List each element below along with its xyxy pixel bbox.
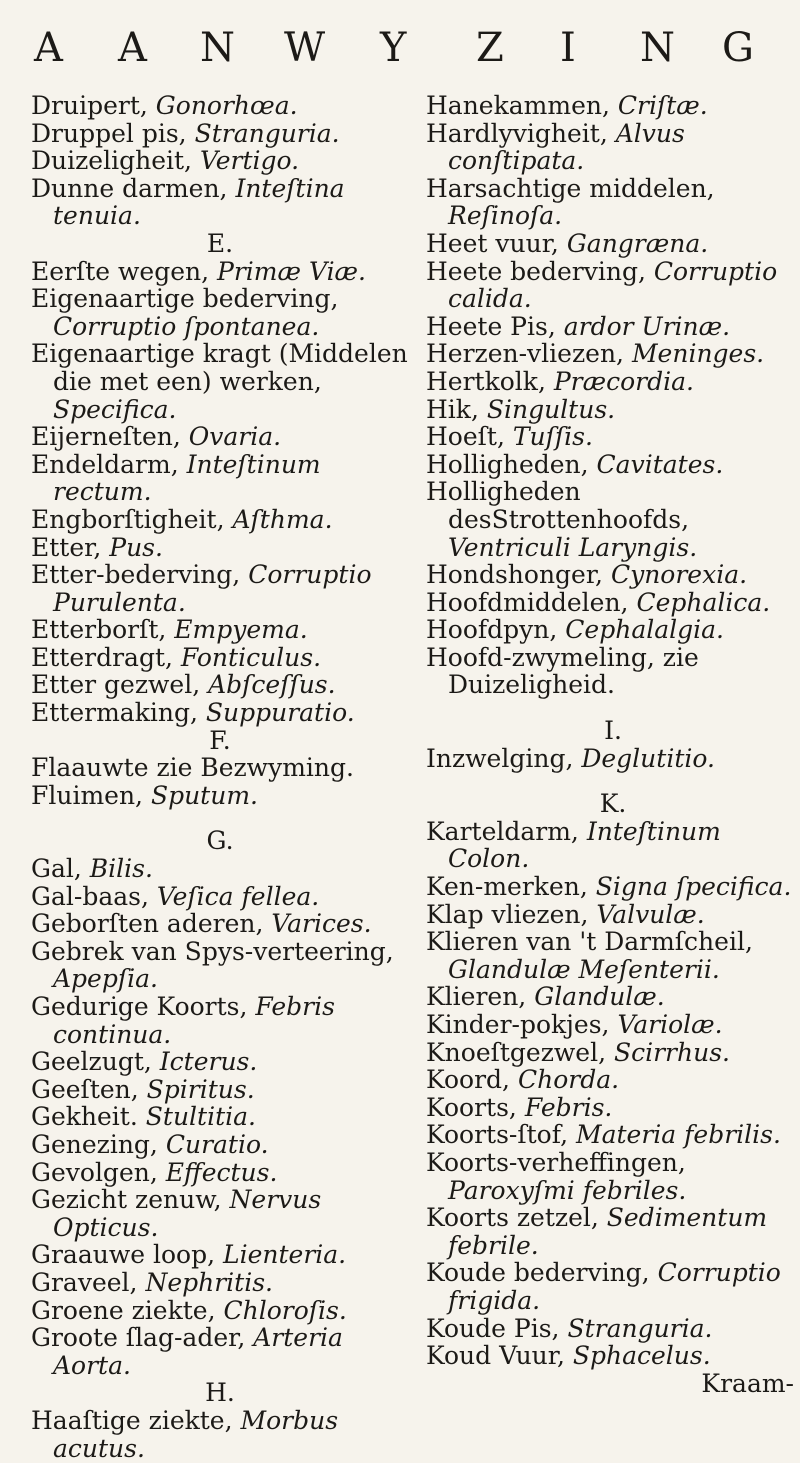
index-entry [426, 340, 800, 368]
latin-term: ardor Urinæ. [563, 311, 731, 341]
latin-term: Febris continua. [53, 992, 335, 1049]
index-entry [31, 1241, 409, 1269]
index-entry [31, 993, 409, 1048]
dutch-term: Hik, [426, 394, 479, 424]
index-entry [426, 589, 800, 617]
index-entry [426, 1094, 800, 1122]
latin-term: Chorda. [517, 1065, 620, 1095]
latin-term: Gangræna. [566, 228, 709, 258]
index-entry [426, 1259, 800, 1314]
latin-term: Morbus acutus. [53, 1405, 339, 1463]
dutch-term: Ettermaking, [31, 698, 198, 728]
dutch-term: Koud Vuur, [426, 1341, 565, 1371]
index-entry [426, 175, 800, 230]
latin-term: Cephalica. [636, 587, 771, 617]
index-entry [426, 1204, 800, 1259]
dutch-term: Klap vliezen, [426, 899, 589, 929]
dutch-term: Hanekammen, [426, 91, 610, 120]
latin-term: Inteſtina tenuia. [53, 173, 345, 231]
latin-term: Stultitia. [145, 1102, 256, 1132]
latin-term: Chloroſis. [223, 1295, 347, 1325]
latin-term: Abſceſſus. [208, 670, 336, 700]
dutch-term: Koorts-verheffingen, [426, 1147, 686, 1177]
latin-term: Empyema. [174, 615, 308, 645]
index-entry [426, 1315, 800, 1343]
running-header [0, 0, 800, 80]
index-entry [426, 258, 800, 313]
dutch-term: Etter gezwel, [31, 670, 201, 700]
dutch-term: Koude Pis, [426, 1313, 560, 1343]
dutch-term: Graveel, [31, 1267, 138, 1297]
index-entry [31, 561, 409, 616]
dutch-term: Engborſtigheit, [31, 504, 225, 534]
latin-term: Materia febrilis. [576, 1120, 781, 1150]
dutch-term: Etter-bederving, [31, 560, 241, 590]
dutch-term: Hardlyvigheit, [426, 118, 608, 148]
latin-term: Primæ Viæ. [217, 256, 367, 286]
index-entry [426, 983, 800, 1011]
index-entry [31, 258, 409, 286]
latin-term: Tuſſis. [512, 422, 593, 452]
dutch-term: Koord, [426, 1065, 511, 1095]
latin-term: Singultus. [486, 394, 616, 424]
dutch-term: Druipert, [31, 91, 148, 120]
dutch-term: Hoeſt, [426, 422, 505, 452]
latin-term: Meninges. [631, 339, 765, 369]
dutch-term: Gebrek van Spys-verteering, [31, 936, 394, 966]
index-entry [31, 938, 409, 993]
dutch-term: Koorts, [426, 1092, 517, 1122]
index-entry [31, 147, 409, 175]
index-entry [31, 1131, 409, 1159]
index-entry [31, 1159, 409, 1187]
latin-term: Criſtæ. [617, 91, 708, 120]
dutch-term: Hertkolk, [426, 366, 546, 396]
dutch-term: Gal, [31, 854, 82, 884]
index-column-right [426, 92, 800, 1397]
dutch-term: Hoofd-zwymeling, zie Duizeligheid. [426, 642, 699, 700]
index-entry [31, 671, 409, 699]
latin-term: Apepſia. [53, 964, 158, 994]
latin-term: Præcordia. [553, 366, 694, 396]
latin-term: Nervus Opticus. [53, 1185, 322, 1242]
dutch-term: Graauwe loop, [31, 1240, 216, 1270]
header-letter: I [560, 25, 576, 71]
section-letter: E. [206, 228, 234, 258]
header-letter: Z [476, 25, 504, 71]
index-entry [31, 175, 409, 230]
latin-term: Curatio. [165, 1129, 269, 1159]
latin-term: Inteſtinum rectum. [53, 449, 321, 507]
latin-term: Arteria Aorta. [53, 1323, 343, 1380]
spacer [31, 809, 409, 827]
dutch-term: Herzen-vliezen, [426, 339, 624, 369]
index-entry [426, 313, 800, 341]
index-entry [31, 1407, 409, 1462]
dutch-term: Holligheden desStrottenhoofds, [426, 477, 690, 534]
header-letter: A [118, 25, 147, 71]
dutch-term: Flaauwte zie Bezwyming. [31, 753, 354, 783]
index-entry [31, 1076, 409, 1104]
latin-term: Aſthma. [232, 504, 333, 534]
index-entry [426, 901, 800, 929]
latin-term: Febris. [524, 1092, 613, 1122]
index-entry [31, 644, 409, 672]
latin-term: Scirrhus. [613, 1037, 730, 1067]
dutch-term: Knoeſtgezwel, [426, 1037, 607, 1067]
latin-term: Deglutitio. [581, 743, 715, 773]
header-letter: Y [380, 25, 407, 71]
dutch-term: Groene ziekte, [31, 1295, 216, 1325]
index-entry [426, 1039, 800, 1067]
index-entry [426, 745, 800, 773]
header-letter: N [640, 25, 675, 71]
latin-term: Ovaria. [188, 422, 282, 452]
dutch-term: Holligheden, [426, 449, 589, 479]
dutch-term: Heete bederving, [426, 256, 646, 286]
dutch-term: Gekheit. [31, 1102, 138, 1132]
latin-term: Gonorhœa. [155, 91, 298, 120]
index-entry [426, 1011, 800, 1039]
dutch-term: Gedurige Koorts, [31, 992, 248, 1021]
latin-term: Sphacelus. [572, 1341, 711, 1371]
dutch-term: Eigenaartige bederving, [31, 284, 339, 314]
index-entry [31, 534, 409, 562]
latin-term: Corruptio calida. [448, 256, 778, 314]
dutch-term: Endeldarm, [31, 449, 179, 479]
dutch-term: Heet vuur, [426, 228, 559, 258]
index-entry [31, 451, 409, 506]
spacer [426, 772, 800, 790]
latin-term: Signa ſpecifica. [595, 872, 792, 902]
section-letter: K. [599, 789, 627, 819]
latin-term: Varices. [271, 909, 372, 939]
section-letter: F. [209, 725, 231, 755]
index-entry [426, 92, 800, 120]
section-letter: I. [604, 716, 622, 746]
section-letter: G. [206, 826, 234, 856]
index-entry [31, 423, 409, 451]
header-letter: N [200, 25, 235, 71]
index-entry [426, 120, 800, 175]
index-entry [31, 1186, 409, 1241]
index-entry [31, 699, 409, 727]
latin-term: Corruptio Purulenta. [53, 560, 372, 617]
dutch-term: Geeſten, [31, 1074, 139, 1104]
dutch-term: Heete Pis, [426, 311, 556, 341]
latin-term: Stranguria. [567, 1313, 713, 1343]
index-entry [31, 285, 409, 340]
index-entry [31, 883, 409, 911]
spacer [426, 699, 800, 717]
index-entry [426, 873, 800, 901]
latin-term: Suppuratio. [205, 698, 355, 728]
dutch-term: Etterdragt, [31, 642, 173, 672]
dutch-term: Fluimen, [31, 780, 143, 810]
dutch-term: Karteldarm, [426, 816, 579, 846]
dutch-term: Ken-merken, [426, 872, 588, 902]
index-column-left [31, 92, 409, 1462]
dutch-term: Gal-baas, [31, 881, 149, 911]
dutch-term: Groote ſlag-ader, [31, 1323, 246, 1353]
latin-term: Sputum. [150, 780, 258, 810]
index-entry [426, 644, 800, 699]
dutch-term: Klieren, [426, 982, 527, 1012]
dutch-term: Hoofdpyn, [426, 615, 558, 645]
latin-term: Sedimentum febrile. [448, 1203, 768, 1260]
latin-term: Lienteria. [222, 1240, 347, 1270]
dutch-term: Haaſtige ziekte, [31, 1405, 233, 1435]
index-entry [426, 928, 800, 983]
dutch-term: Geborſten aderen, [31, 909, 264, 939]
index-entry [426, 818, 800, 873]
latin-term: Glandulæ. [534, 982, 665, 1012]
latin-term: Corruptio ſpontanea. [53, 311, 320, 341]
index-entry [31, 616, 409, 644]
index-entry [426, 478, 800, 561]
index-entry [426, 1149, 800, 1204]
index-entry [426, 396, 800, 424]
dutch-term: Klieren van 't Darmſcheil, [426, 927, 753, 957]
latin-term: Cephalalgia. [565, 615, 724, 645]
header-letter: A [34, 25, 63, 71]
dutch-term: Koude bederving, [426, 1258, 650, 1288]
dutch-term: Hondshonger, [426, 560, 603, 590]
latin-term: Spiritus. [146, 1074, 255, 1104]
index-entry [426, 616, 800, 644]
latin-term: Pus. [109, 532, 163, 562]
latin-term: Bilis. [89, 854, 153, 884]
latin-term: Effectus. [165, 1157, 278, 1187]
index-entry [426, 451, 800, 479]
index-entry [426, 1066, 800, 1094]
index-entry [31, 1324, 409, 1379]
dutch-term: Kinder-pokjes, [426, 1010, 610, 1039]
index-entry [31, 855, 409, 883]
latin-term: Vertigo. [199, 146, 300, 176]
dutch-term: Harsachtige middelen, [426, 173, 715, 203]
index-entry [31, 506, 409, 534]
index-entry [31, 782, 409, 810]
index-entry [31, 1269, 409, 1297]
latin-term: Inteſtinum Colon. [448, 816, 721, 874]
dutch-term: Gevolgen, [31, 1157, 158, 1187]
dutch-term: Koorts zetzel, [426, 1203, 599, 1233]
latin-term: Valvulæ. [596, 899, 705, 929]
index-entry [426, 368, 800, 396]
dutch-term: Eigenaartige kragt (Middelen die met een) werken, [31, 339, 408, 396]
index-entry [31, 754, 409, 782]
dutch-term: Etterborſt, [31, 615, 167, 645]
index-entry [31, 1297, 409, 1325]
index-entry [31, 910, 409, 938]
latin-term: Reſinoſa. [448, 201, 563, 231]
index-entry [426, 561, 800, 589]
latin-term: Fonticulus. [180, 642, 322, 672]
latin-term: Cynorexia. [610, 560, 748, 590]
dutch-term: Gezicht zenuw, [31, 1185, 222, 1215]
latin-term: Nephritis. [145, 1267, 273, 1297]
section-letter: H. [205, 1378, 235, 1408]
latin-term: Specifica. [53, 394, 177, 424]
index-entry [426, 1121, 800, 1149]
dutch-term: Koorts-ſtof, [426, 1120, 569, 1150]
index-entry [426, 1342, 800, 1370]
latin-term: Ventriculi Laryngis. [448, 532, 698, 562]
latin-term: Corruptio frigida. [448, 1258, 781, 1315]
latin-term: Glandulæ Meſenterii. [448, 954, 720, 984]
dutch-term: Hoofdmiddelen, [426, 587, 629, 617]
header-letter: W [284, 25, 326, 71]
dutch-term: Genezing, [31, 1129, 158, 1159]
index-entry [31, 92, 409, 120]
dutch-term: Druppel pis, [31, 118, 187, 148]
dutch-term: Eijerneſten, [31, 422, 181, 452]
index-entry [31, 120, 409, 148]
dutch-term: Geelzugt, [31, 1047, 152, 1077]
latin-term: Paroxyſmi febriles. [448, 1175, 687, 1205]
latin-term: Icterus. [159, 1047, 258, 1077]
latin-term: Cavitates. [596, 449, 724, 479]
dutch-term: Etter, [31, 532, 102, 562]
index-entry [31, 340, 409, 423]
latin-term: Veſica fellea. [156, 881, 320, 911]
dutch-term: Eerſte wegen, [31, 256, 210, 286]
index-entry [31, 1103, 409, 1131]
latin-term: Stranguria. [194, 118, 340, 148]
dutch-term: Dunne darmen, [31, 173, 228, 203]
index-entry [31, 1048, 409, 1076]
dutch-term: Duizeligheit, [31, 146, 192, 176]
latin-term: Variolæ. [617, 1010, 723, 1039]
catchword: Kraam- [701, 1368, 794, 1398]
dutch-term: Inzwelging, [426, 743, 574, 773]
index-entry [426, 423, 800, 451]
index-entry [426, 230, 800, 258]
header-letter: G [722, 25, 754, 71]
latin-term: Alvus conſtipata. [448, 118, 685, 176]
